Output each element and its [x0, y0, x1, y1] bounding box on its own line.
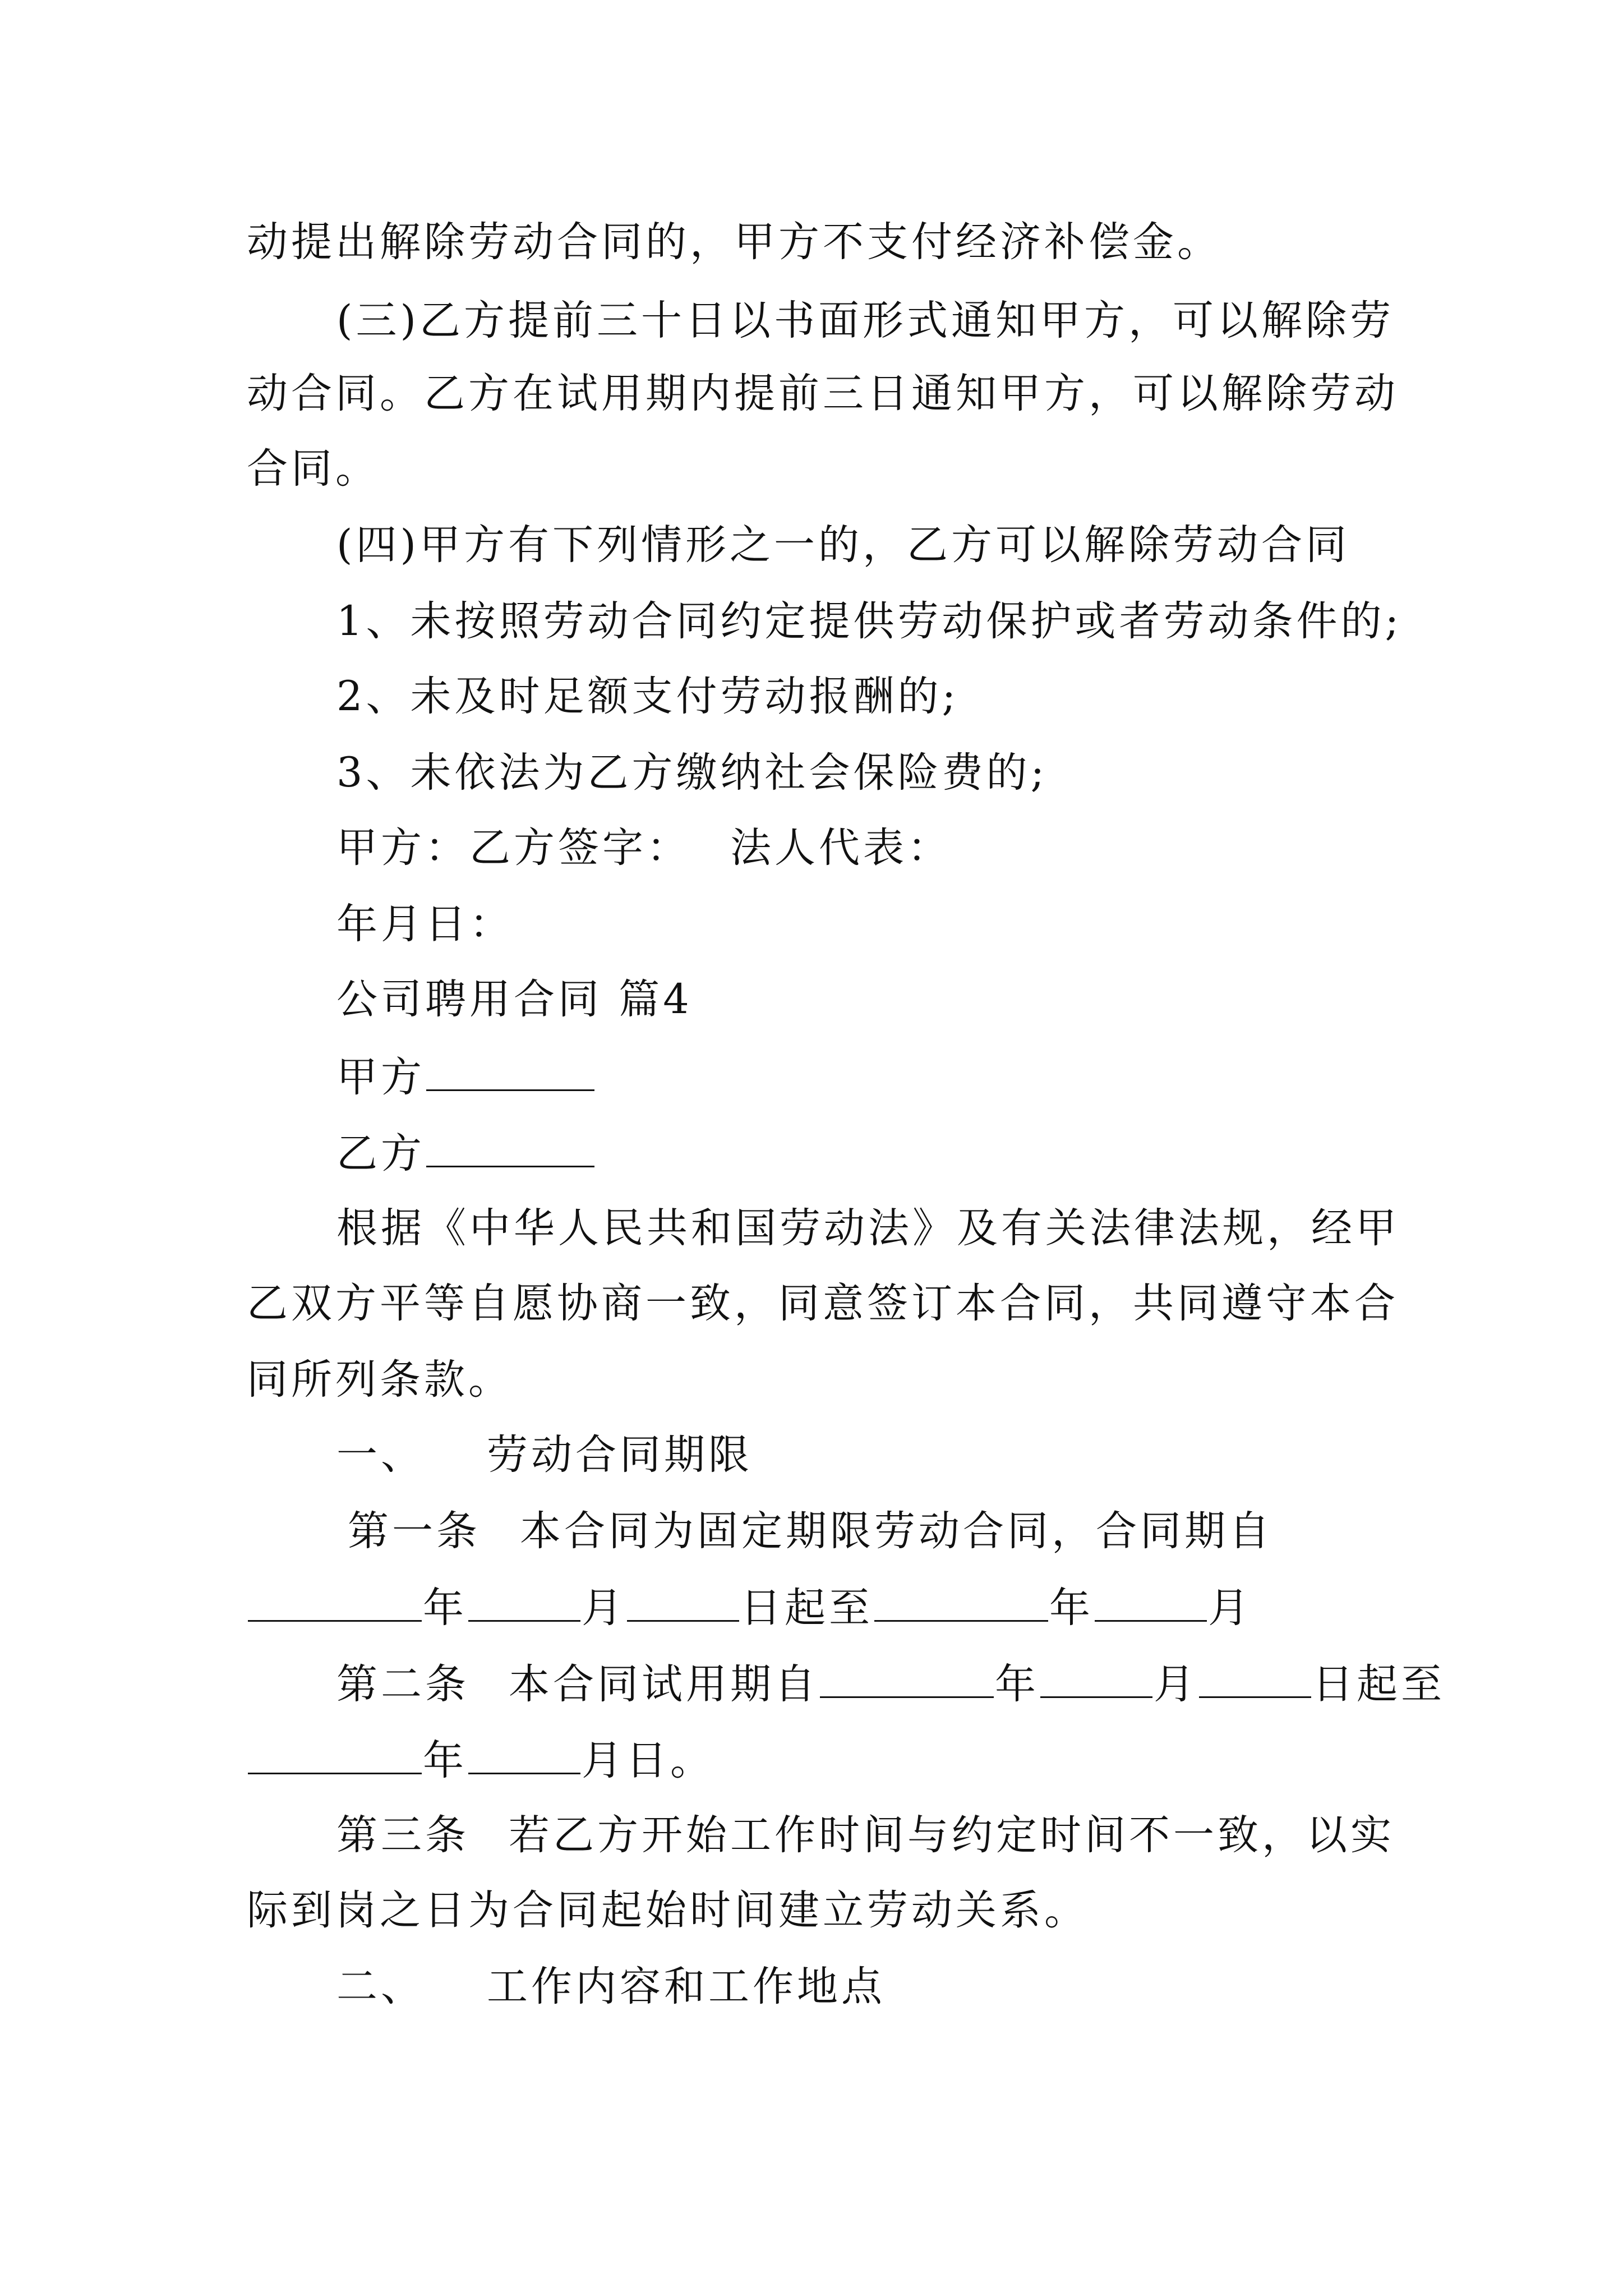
article-text: 本合同为固定期限劳动合同，合同期自 [520, 1507, 1273, 1555]
section-number: 二、 [336, 1963, 425, 2010]
party-a-line [336, 1048, 1481, 1106]
party-b-blank [426, 1124, 594, 1167]
month-day-label: 月日。 [582, 1737, 714, 1784]
signature-label: 甲方：乙方签字： [336, 824, 691, 872]
article-text: 若乙方开始工作时间与约定时间不一致，以实 [509, 1811, 1395, 1859]
section-heading [336, 1427, 1481, 1483]
day-to-label: 日起至 [1312, 1660, 1445, 1708]
day-to-label: 日起至 [740, 1584, 873, 1632]
paragraph-line: 动提出解除劳动合同的，甲方不支付经济补偿金。 [247, 218, 1221, 266]
paragraph-line: 合同。 [247, 445, 380, 493]
month-label: 月 [1154, 1660, 1198, 1708]
paragraph-line: 际到岗之日为合同起始时间建立劳动关系。 [247, 1887, 1089, 1934]
year-blank [820, 1655, 994, 1698]
year-blank [248, 1579, 422, 1622]
paragraph-line: (四)甲方有下列情形之一的，乙方可以解除劳动合同 [336, 521, 1350, 569]
party-b-label: 乙方 [336, 1130, 425, 1177]
legal-representative-label: 法人代表： [730, 824, 952, 872]
list-item: 3、未依法为乙方缴纳社会保险费的; [336, 749, 1048, 797]
article-line [336, 1655, 1481, 1713]
year-label: 年 [995, 1660, 1039, 1708]
month-blank [468, 1731, 580, 1774]
month-blank [468, 1579, 580, 1622]
section-heading-text: 劳动合同期限 [487, 1431, 753, 1479]
date-blanks-line [247, 1731, 1391, 1789]
article-number: 第三条 [336, 1811, 469, 1859]
section-number: 一、 [336, 1431, 425, 1479]
article-text: 本合同试用期自 [509, 1660, 819, 1708]
month-blank [1040, 1655, 1152, 1698]
year-blank [874, 1579, 1048, 1622]
section-heading [336, 1959, 1481, 2015]
paragraph-line: (三)乙方提前三十日以书面形式通知甲方，可以解除劳 [336, 297, 1394, 344]
month-label: 月 [1208, 1584, 1252, 1632]
year-blank [248, 1731, 422, 1774]
paragraph-line: 根据《中华人民共和国劳动法》及有关法律法规，经甲 [336, 1204, 1400, 1252]
article-line [336, 1807, 1481, 1864]
signature-line [336, 820, 1481, 876]
year-label: 年 [423, 1737, 467, 1784]
day-blank [1199, 1655, 1311, 1698]
date-line: 年月日： [336, 900, 514, 948]
article-number: 第二条 [336, 1660, 469, 1708]
article-line [348, 1503, 1492, 1559]
day-blank [627, 1579, 739, 1622]
section-heading-text: 工作内容和工作地点 [487, 1963, 886, 2010]
year-label: 年 [423, 1584, 467, 1632]
month-blank [1095, 1579, 1207, 1622]
list-item: 1、未按照劳动合同约定提供劳动保护或者劳动条件的; [336, 597, 1403, 645]
party-a-label: 甲方 [336, 1053, 425, 1101]
paragraph-line: 动合同。乙方在试用期内提前三日通知甲方，可以解除劳动 [247, 370, 1399, 417]
party-b-line [336, 1124, 1481, 1182]
party-a-blank [426, 1048, 594, 1091]
month-label: 月 [582, 1584, 626, 1632]
article-number: 第一条 [348, 1507, 481, 1555]
paragraph-line: 乙双方平等自愿协商一致，同意签订本合同，共同遵守本合 [247, 1280, 1399, 1327]
date-blanks-line [247, 1579, 1391, 1636]
year-label: 年 [1049, 1584, 1094, 1632]
section-title: 公司聘用合同 篇4 [336, 976, 693, 1023]
list-item: 2、未及时足额支付劳动报酬的; [336, 673, 960, 720]
paragraph-line: 同所列条款。 [247, 1356, 513, 1404]
